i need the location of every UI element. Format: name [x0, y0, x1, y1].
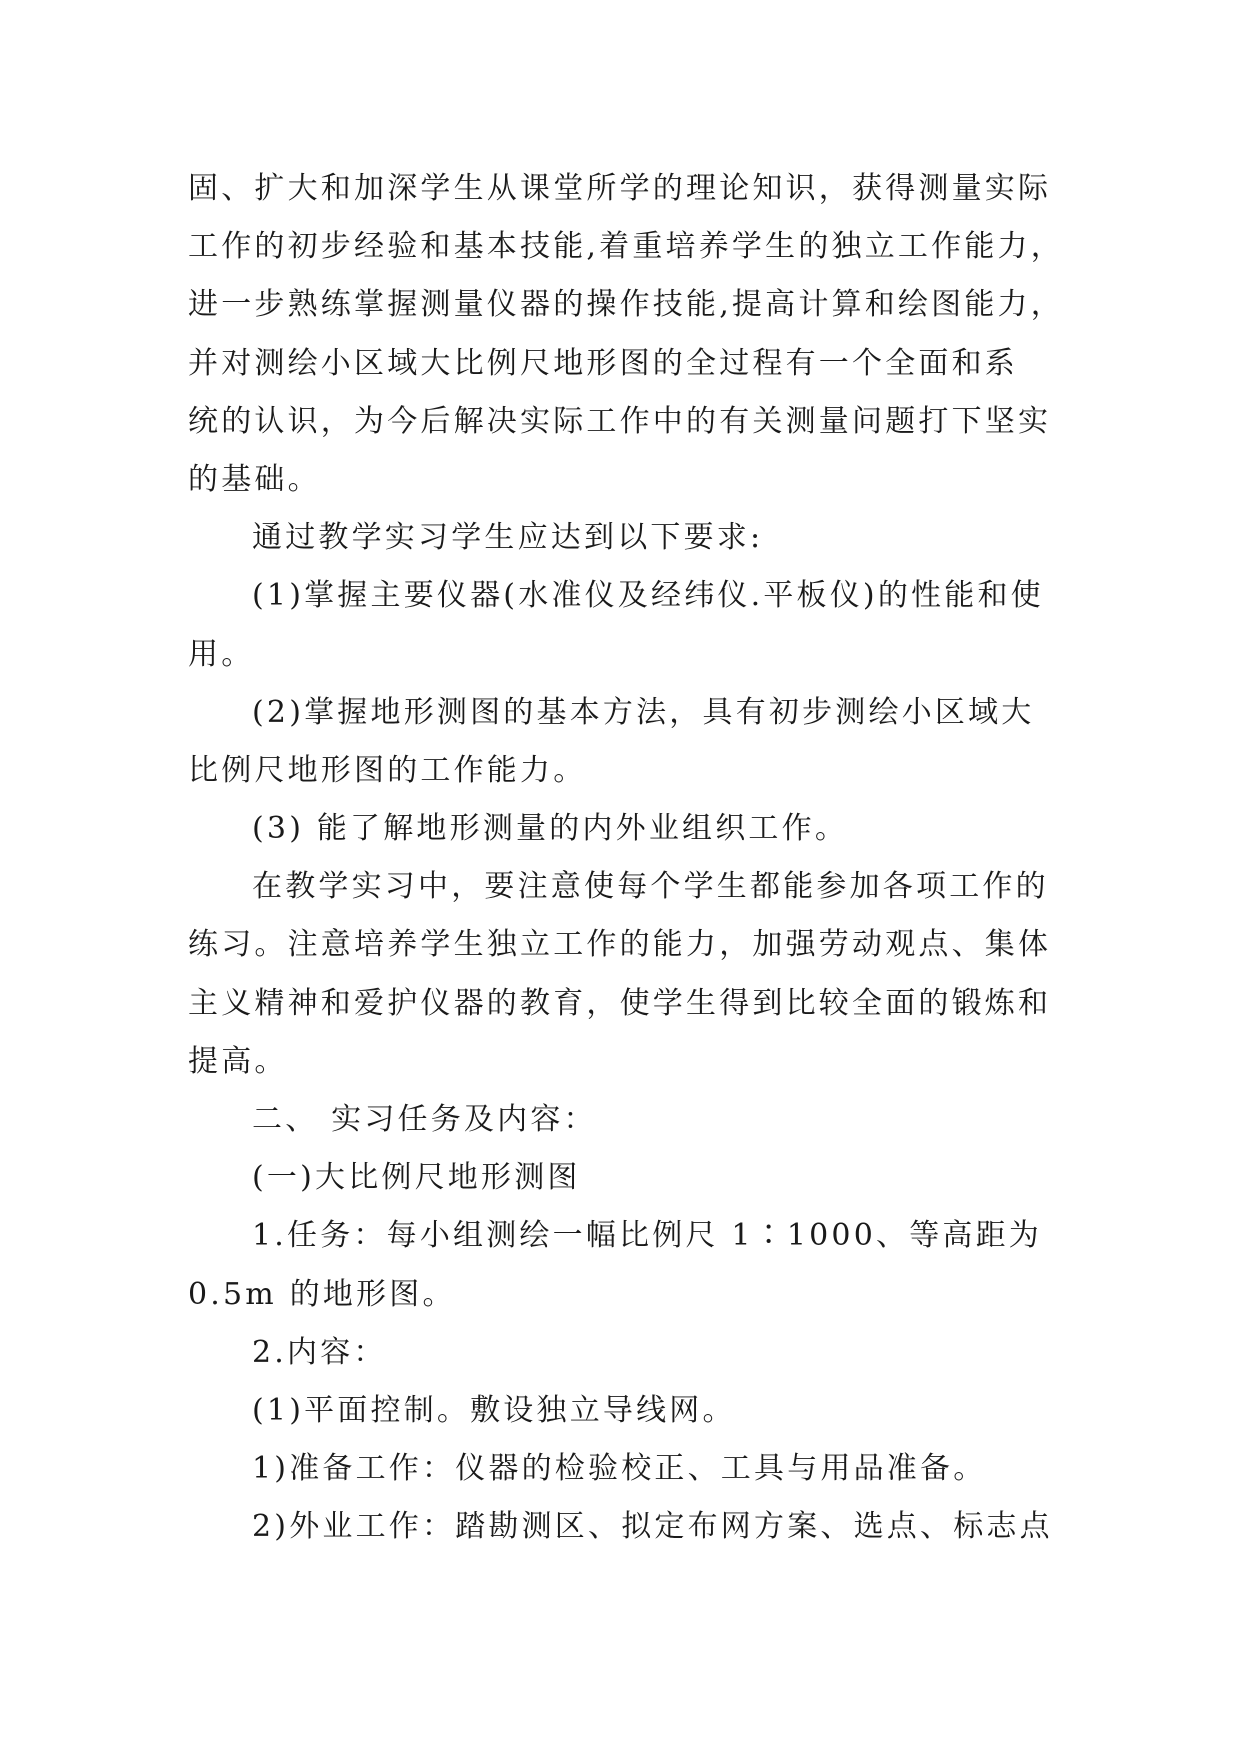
text-line: 0.5m 的地形图。 — [188, 1276, 456, 1312]
text-line: 2.内容： — [252, 1334, 387, 1370]
section-heading: 二、 实习任务及内容： — [252, 1102, 597, 1137]
text-line: 固、扩大和加深学生从课堂所学的理论知识，获得测量实际 — [188, 171, 1052, 206]
text-line: (3) 能了解地形测量的内外业组织工作。 — [252, 811, 849, 847]
text-line: 进一步熟练掌握测量仪器的操作技能,提高计算和绘图能力， — [188, 287, 1064, 323]
text-line: 工作的初步经验和基本技能,着重培养学生的独立工作能力， — [188, 229, 1064, 265]
body-text — [188, 160, 1088, 1557]
text-line: 的基础。 — [188, 461, 321, 497]
text-line: 在教学实习中，要注意使每个学生都能参加各项工作的 — [252, 869, 1049, 905]
text-line: (2)掌握地形测图的基本方法，具有初步测绘小区域大 — [252, 694, 1035, 730]
text-line: 1.任务：每小组测绘一幅比例尺 1∶1000、等高距为 — [252, 1218, 1042, 1254]
text-line: 通过教学实习学生应达到以下要求: — [252, 520, 764, 556]
subsection-heading: (一)大比例尺地形测图 — [252, 1160, 581, 1196]
text-line: 统的认识，为今后解决实际工作中的有关测量问题打下坚实 — [188, 403, 1052, 439]
text-line: 提高。 — [188, 1043, 288, 1079]
text-line: 并对测绘小区域大比例尺地形图的全过程有一个全面和系 — [188, 345, 1018, 381]
text-line: 比例尺地形图的工作能力。 — [188, 752, 587, 788]
text-line: 1)准备工作：仪器的检验校正、工具与用品准备。 — [252, 1451, 987, 1487]
text-line: (1)掌握主要仪器(水准仪及经纬仪.平板仪)的性能和使 — [252, 578, 1044, 614]
text-line: 用。 — [188, 636, 255, 672]
text-line: (1)平面控制。敷设独立导线网。 — [252, 1392, 736, 1428]
text-line: 主义精神和爱护仪器的教育，使学生得到比较全面的锻炼和 — [188, 985, 1052, 1021]
text-line: 2)外业工作：踏勘测区、拟定布网方案、选点、标志点 — [252, 1509, 1053, 1545]
text-line: 练习。注意培养学生独立工作的能力，加强劳动观点、集体 — [188, 927, 1052, 963]
